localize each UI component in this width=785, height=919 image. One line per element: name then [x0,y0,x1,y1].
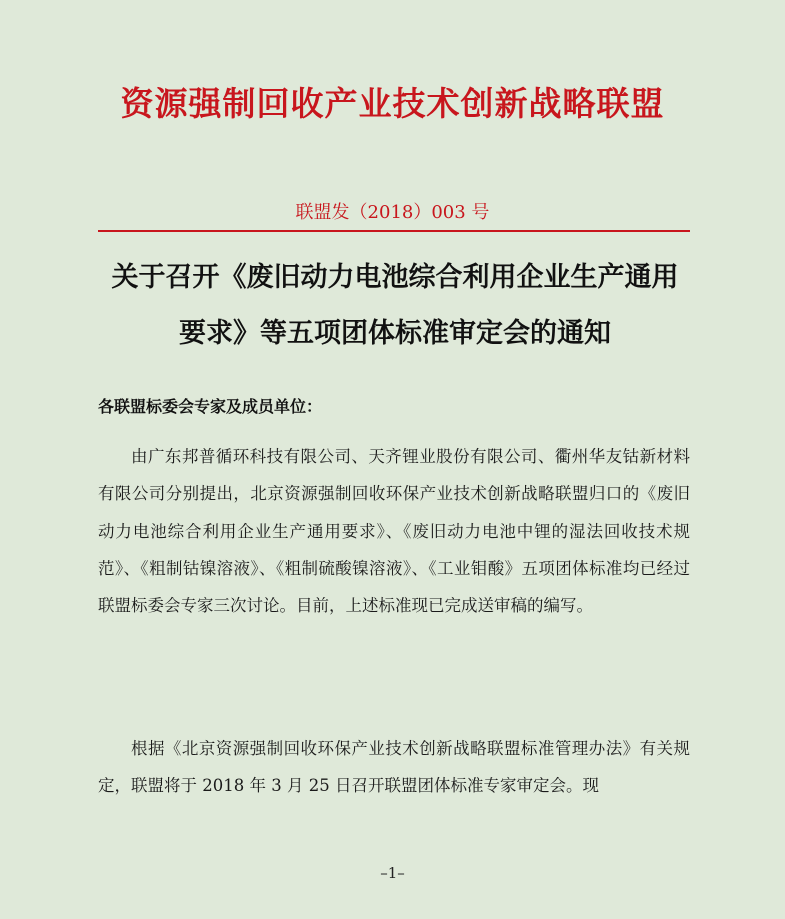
body-paragraph-2: 根据《北京资源强制回收环保产业技术创新战略联盟标准管理办法》有关规定，联盟将于 2018 年 3 月 25 日召开联盟团体标准专家审定会。现 [98,739,690,796]
document-number: 联盟发（2018）003 号 [295,202,490,223]
salutation: 各联盟标委会专家及成员单位： [98,397,323,416]
organization-title: 资源强制回收产业技术创新战略联盟 [120,84,665,123]
notice-title: 关于召开《废旧动力电池综合利用企业生产通用要求》等五项团体标准审定会的通知 [111,262,679,349]
page-number: –1– [380,864,405,882]
red-divider-line [98,230,690,232]
body-paragraph-1: 由广东邦普循环科技有限公司、天齐锂业股份有限公司、衢州华友钴新材料有限公司分别提出，北京资源强制回收环保产业技术创新战略联盟归口的《废旧动力电池综合利用企业生产通用要求》、《废旧动力电池中锂的湿法回收技术规范》、《粗制钴镍溶液》、《粗制硫酸镍溶液》、《工业钼酸》五项团体标准均已经过联盟标委会专家三次讨论。目前，上述标准现已完成送审稿的编写。 [98,447,690,616]
